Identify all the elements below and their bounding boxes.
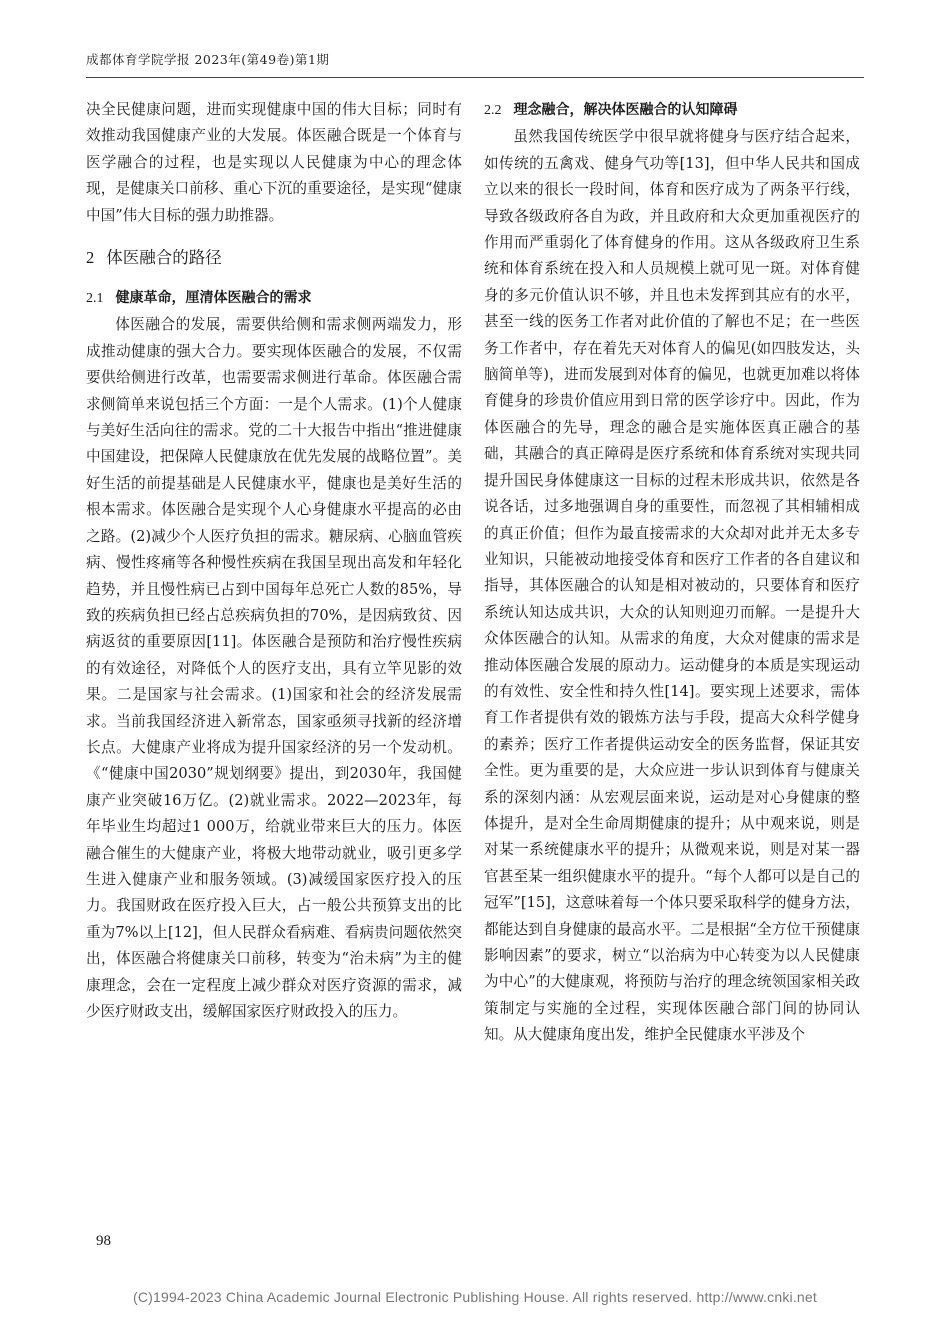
section-2-number: 2	[86, 248, 95, 268]
section-2-2-title: 理念融合，解决体医融合的认知障碍	[513, 102, 738, 118]
section-2-1-title: 健康革命，厘清体医融合的需求	[115, 290, 312, 307]
section-2-1-number: 2.1	[86, 291, 104, 307]
section-2-2-number: 2.2	[484, 103, 502, 118]
copyright-notice: (C)1994-2023 China Academic Journal Electronic Publishing House. All rights reserved. http://www.cnki.net	[133, 1289, 817, 1305]
running-header: 成都体育学院学报 2023年(第49卷)第1期	[86, 52, 330, 67]
header-rule	[86, 77, 864, 78]
page-number: 98	[96, 1233, 111, 1249]
section-2-2-paragraph: 虽然我国传统医学中很早就将健身与医疗结合起来，如传统的五禽戏、健身气功等[13]，但中华人民共和国成立以来的很长一段时间，体育和医疗成为了两条平行线，导致各级政府各自为政，并且政府和大众更加重视医疗的作用而严重弱化了体育健身的作用。这从各级政府卫生系统和体育系统在投入和人员规模上就可见一斑。对体育健身的多元价值认识不够，并且也未发挥到其应有的水平，甚至一线的医务工作者对此价值的了解也不足；在一些医务工作者中，存在着先天对体育人的偏见(如四肢发达，头脑简单等)，进而发展到对体育的偏见，也就更加难以将体育健身的珍贵价值应用到日常的医学诊疗中。因此，作为体医融合的先导，理念的融合是实施体医真正融合的基础，其融合的真正障碍是医疗系统和体育系统对实现共同提升国民身体健康这一目标的过程未形成共识，依然是各说各话，过多地强调自身的重要性，而忽视了其相辅相成的真正价值；但作为最直接需求的大众却对此并无太多专业知识，只能被动地接受体育和医疗工作者的各自建议和指导，其体医融合的认知是相对被动的，只要体育和医疗系统认知达成共识，大众的认知则迎刃而解。一是提升大众体医融合的认知。从需求的角度，大众对健康的需求是推动体医融合发展的原动力。运动健身的本质是实现运动的有效性、安全性和持久性[14]。要实现上述要求，需体育工作者提供有效的锻炼方法与手段，提高大众科学健身的素养；医疗工作者提供运动安全的医务监督，保证其安全性。更为重要的是，大众应进一步认识到体育与健康关系的深刻内涵：从宏观层面来说，运动是对心身健康的整体提升，是对全生命周期健康的提升；从中观来说，则是对某一系统健康水平的提升；从微观来说，则是对某一器官甚至某一组织健康水平的提升。“每个人都可以是自己的冠军”[15]，这意味着每一个体只要采取科学的健身方法，都能达到自身健康的最高水平。二是根据“全方位干预健康影响因素”的要求，树立“以治病为中心转变为以人民健康为中心”的大健康观，将预防与治疗的理念统领国家相关政策制定与实施的全过程，实现体医融合部门间的协同认知。从大健康角度出发，维护全民健康水平涉及个	[484, 128, 860, 1044]
section-2-2-heading	[484, 97, 860, 124]
right-column	[484, 97, 860, 1049]
section-2-title: 体医融合的路径	[106, 248, 222, 268]
section-2-heading	[86, 245, 462, 271]
section-2-1-paragraph: 体医融合的发展，需要供给侧和需求侧两端发力，形成推动健康的强大合力。要实现体医融合的发展，不仅需要供给侧进行改革，也需要需求侧进行革命。体医融合需求侧简单来说包括三个方面：一是个人需求。(1)个人健康与美好生活向往的需求。党的二十大报告中指出“推进健康中国建设，把保障人民健康放在优先发展的战略位置”。美好生活的前提基础是人民健康水平，健康也是美好生活的根本需求。体医融合是实现个人心身健康水平提高的必由之路。(2)减少个人医疗负担的需求。糖尿病、心脑血管疾病、慢性疼痛等各种慢性疾病在我国呈现出高发和年轻化趋势，并且慢性病已占到中国每年总死亡人数的85%，导致的疾病负担已经占总疾病负担的70%，是因病致贫、因病返贫的重要原因[11]。体医融合是预防和治疗慢性疾病的有效途径，对降低个人的医疗支出，具有立竿见影的效果。二是国家与社会需求。(1)国家和社会的经济发展需求。当前我国经济进入新常态，国家亟须寻找新的经济增长点。大健康产业将成为提升国家经济的另一个发动机。《“健康中国2030”规划纲要》提出，到2030年，我国健康产业突破16万亿。(2)就业需求。2022—2023年，每年毕业生均超过1 000万，给就业带来巨大的压力。体医融合催生的大健康产业，将极大地带动就业，吸引更多学生进入健康产业和服务领域。(3)减缓国家医疗投入的压力。我国财政在医疗投入巨大，占一般公共预算支出的比重为7%以上[12]，但人民群众看病难、看病贵问题依然突出，体医融合将健康关口前移，转变为“治未病”为主的健康理念，会在一定程度上减少群众对医疗资源的需求，减少医疗财政支出，缓解国家医疗财政投入的压力。	[86, 316, 462, 1020]
left-column	[86, 97, 462, 1025]
intro-paragraph: 决全民健康问题，进而实现健康中国的伟大目标；同时有效推动我国健康产业的大发展。体医融合既是一个体育与医学融合的过程，也是实现以人民健康为中心的理念体现，是健康关口前移、重心下沉的重要途径，是实现“健康中国”伟大目标的强力助推器。	[86, 101, 462, 224]
section-2-1-heading	[86, 285, 462, 312]
